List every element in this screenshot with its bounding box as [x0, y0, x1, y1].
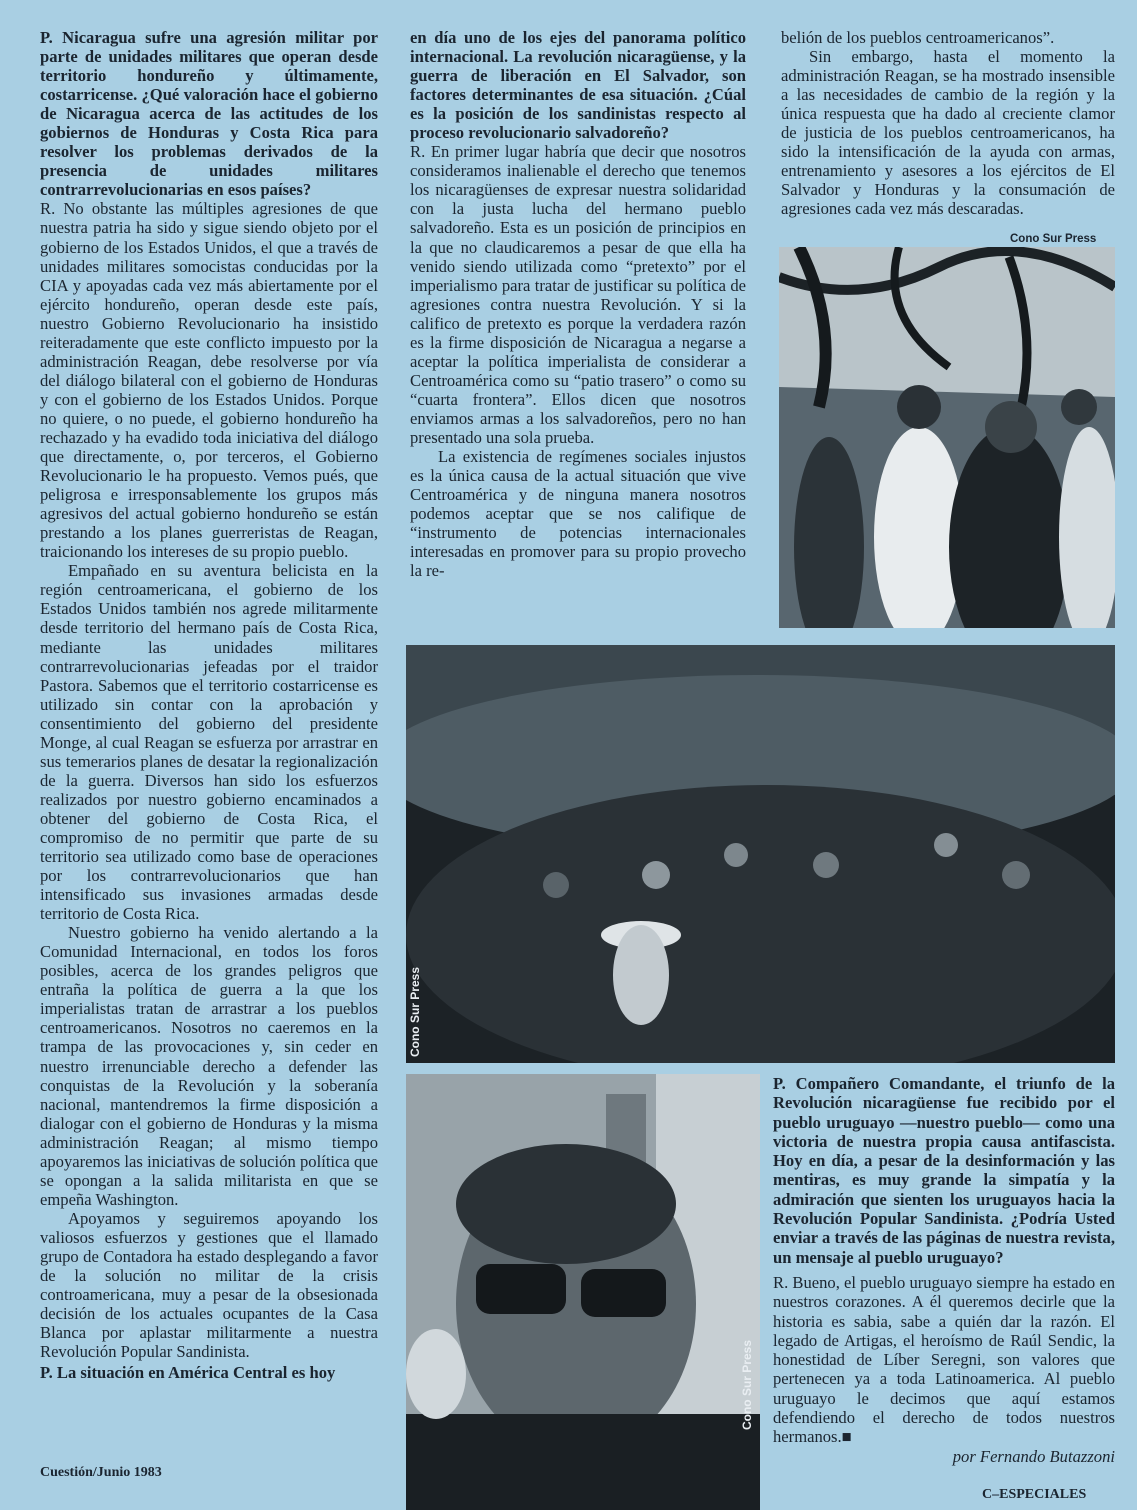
- answer-1-para-4: Apoyamos y seguiremos apoyando los valiosos esfuerzos y gestiones que el llamado grupo de Contadora ha estado desplegando a favor de la solución no militar de la crisis controamericana, muy a pesar de la obsesionada decisión de los actuales ocupantes de la Casa Blanca por aplastar militarmente a nuestra Revolución Popular Sandinista.: [40, 1208, 378, 1362]
- question-1: P. Nicaragua sufre una agresión militar por parte de unidades militares que operan desde territorio hondureño y últimamente, costarricense. ¿Qué valoración hace el gobierno de Nicaragua acerca de las actitudes de los gobiernos de Honduras y Costa Rica para resolver los problemas derivados de la presencia de unidades militares contrarrevolucionarias en esos países?: [40, 28, 378, 200]
- answer-1-para-3: Nuestro gobierno ha venido alertando a la Comunidad Internacional, en todos los foros posibles, acerca de los grandes peligros que entraña la política de guerra a la que los imperialistas tratan de arrastrar a los pueblos centroamericanos. Nosotros no caeremos en la trampa de las provocaciones y, sin ceder en nuestro irrenunciable derecho a defender las conquistas de la Revolución y la soberanía nacional, mantendremos la firme disposición a dialogar con el gobierno de Honduras y la misma administración Reagan; al mismo tiempo apoyaremos las iniciativas de solución política que se opongan a la salida militarista en que se empeña Washington.: [40, 923, 378, 1209]
- answer-2-para-3: belión de los pueblos centroamericanos”.: [781, 28, 1055, 47]
- answer-2: R. En primer lugar habría que decir que nosotros consideramos inalienable el derecho que tenemos los nicaragüenses de expresar nuestra solidaridad con la justa lucha del hermano pueblo salvadoreño. Esta es un posición de principios en la que no claudicaremos a pesar de que ella ha venido siendo utilizada como “pretexto” por el imperialismo para tratar de justificar su política de agresiones contra nuestra Revolución. Y si la califico de pretexto es porque la verdadera razón es la firme disposición de Nicaragua a negarse a aceptar la política imperialista de considerar a Centroamérica como su “patio trasero” o como su “cuarta frontera”. Ellos dicen que nosotros enviamos armas a los salvadoreños, pero no han presentado una sola prueba.: [410, 142, 746, 447]
- photo-crowd-image: [406, 645, 1115, 1063]
- answer-2-para-4: Sin embargo, hasta el momento la administración Reagan, se ha mostrado insensible a las necesidades de cambio de la región y la única respuesta que ha dado al creciente clamor de justicia de los pueblos centroamericanos, ha sido la intensificación de la ayuda con armas, entrenamiento y asesores a los ejércitos de El Salvador y Honduras y la consumación de agresiones cada vez más descaradas.: [781, 47, 1115, 219]
- photo-officials-walking: [779, 247, 1115, 628]
- answer-1-para-2: Empañado en su aventura belicista en la región centroamericana, el gobierno de los Estados Unidos también nos agrede militarmente desde territorio del hermano país de Costa Rica, mediante las unidades militares contrarrevolucionarias jefeadas por el traidor Pastora. Sabemos que el territorio costarricense es utilizado sin contar con la aprobación y consentimiento del gobierno del presidente Monge, al cual Reagan se esfuerza por arrastrar en sus temerarios planes de desatar la regionalización de la guerra. Diversos han sido los esfuerzos realizados por nuestro gobierno encaminados a obtener del gobierno de Costa Rica, el compromiso de no permitir que parte de su territorio sea utilizado como base de operaciones por los contrarrevolucionarios que han intensificado sus invasiones armadas desde territorio de Costa Rica.: [40, 561, 378, 924]
- photo-comandante-portrait-image: [406, 1074, 760, 1510]
- footer-left: Cuestión/Junio 1983: [40, 1465, 162, 1480]
- column-1: [40, 28, 378, 1382]
- photo-credit-1: Cono Sur Press: [1010, 233, 1097, 245]
- end-mark: ■: [841, 1427, 852, 1447]
- column-3: [781, 28, 1115, 218]
- column-2: [410, 28, 746, 580]
- photo-crowd: [406, 645, 1115, 1063]
- column-4: [773, 1074, 1115, 1466]
- answer-3-text: R. Bueno, el pueblo uruguayo siempre ha estado en nuestros corazones. A él queremos decirle que la historia es sabia, sabe a quién dar la razón. El legado de Artigas, el heroísmo de Raúl Sendic, la honestidad de Líber Seregni, son valores que pertenecen ya a toda Latinoamerica. Al pueblo uruguayo le decimos que aquí estamos defendiendo el derecho de todos nuestros hermanos.: [773, 1272, 1115, 1447]
- footer-right: C–ESPECIALES: [982, 1487, 1087, 1502]
- answer-2-para-2: La existencia de regímenes sociales injustos es la única causa de la actual situación que vive Centroamérica y de ninguna manera nosotros podemos aceptar que se nos califique de “instrumento de potencias internacionales interesadas en promover para su propio provecho la re-: [410, 447, 746, 581]
- photo-credit-3: Cono Sur Press: [740, 1339, 754, 1430]
- question-2-start: P. La situación en América Central es hoy: [40, 1363, 336, 1383]
- answer-1: R. No obstante las múltiples agresiones de que nuestra patria ha sido y sigue siendo objeto por el gobierno de los Estados Unidos, el que a través de unidades militares somocistas conducidas por la CIA y apoyadas cada vez más abiertamente por el ejército hondureño, operan desde este país, nuestro Gobierno Revolucionario ha insistido reiteradamente que este conflicto impuesto por la administración Reagan, debe resolverse por vía del diálogo bilateral con el gobierno de Honduras y con el gobierno de los Estados Unidos. Porque no quiere, o no puede, el gobierno hondureño ha rechazado y ha evadido toda iniciativa del diálogo que directamente, o, por terceros, el Gobierno Revolucionario le ha propuesto. Vemos pués, que peligrosa e irresponsablemente los grupos más agresivos del actual gobierno hondureño se están prestando a los planes guerreristas de Reagan, traicionando los intereses de su propio pueblo.: [40, 199, 378, 562]
- answer-3: [773, 1273, 1115, 1447]
- question-2-end: en día uno de los ejes del panorama político internacional. La revolución nicaragüense, y la guerra de liberación en El Salvador, son factores determinantes de esa situación. ¿Cúal es la posición de los sandinistas respecto al proceso revolucionario salvadoreño?: [410, 28, 746, 143]
- photo-officials-walking-image: [779, 247, 1115, 628]
- byline: por Fernando Butazzoni: [952, 1446, 1115, 1466]
- question-3: P. Compañero Comandante, el triunfo de la Revolución nicaragüense fue recibido por el pueblo uruguayo —nuestro pueblo— como una victoria de nuestra propia causa antifascista. Hoy en día, a pesar de la desinformación y las mentiras, es muy grande la simpatía y la admiración que sienten los uruguayos hacia la Revolución Popular Sandinista. ¿Podría Usted enviar a través de las páginas de nuestra revista, un mensaje al pueblo uruguayo?: [773, 1074, 1115, 1267]
- photo-credit-2: Cono Sur Press: [408, 966, 422, 1057]
- photo-comandante-portrait: [406, 1074, 760, 1510]
